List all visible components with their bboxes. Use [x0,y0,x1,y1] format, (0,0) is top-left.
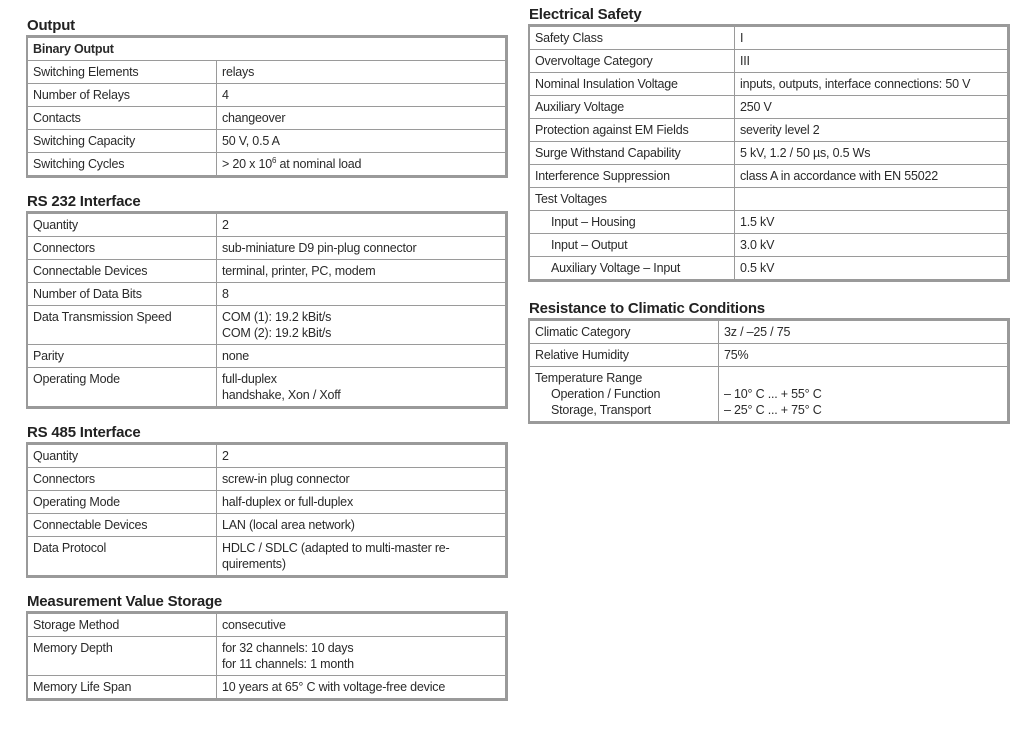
temp-sub-label: Operation / Function [551,387,661,401]
spec-key: Nominal Insulation Voltage [529,73,735,96]
table-row [529,119,1009,142]
spec-value [735,188,1009,211]
spec-value: changeover [217,107,507,130]
spec-key: Connectable Devices [27,260,217,283]
climate-table [528,318,1010,424]
spec-value: LAN (local area network) [217,514,507,537]
output-section [26,16,508,178]
spec-value: consecutive [217,613,507,637]
table-row [27,153,507,177]
spec-value: 2 [217,444,507,468]
table-row [529,344,1009,367]
table-row [27,260,507,283]
table-row [27,37,507,61]
output-table [26,35,508,178]
table-row [27,237,507,260]
rs232-section [26,192,508,409]
temp-range-label: Temperature Range [535,371,643,385]
spec-key [529,367,719,423]
right-column [528,5,1010,424]
spec-value: 3.0 kV [735,234,1009,257]
spec-value: class A in accordance with EN 55022 [735,165,1009,188]
spec-value: 75% [719,344,1009,367]
table-row [27,345,507,368]
safety-table [528,24,1010,282]
spec-value: I [735,26,1009,50]
spec-key: Quantity [27,213,217,237]
table-row [529,320,1009,344]
storage-section [26,592,508,701]
spec-value: 50 V, 0.5 A [217,130,507,153]
spec-value: 5 kV, 1.2 / 50 µs, 0.5 Ws [735,142,1009,165]
table-row [27,514,507,537]
spec-key: Connectors [27,237,217,260]
climate-section [528,299,1010,424]
table-row [529,73,1009,96]
table-row [27,491,507,514]
spec-value: HDLC / SDLC (adapted to multi-master re- quirements) [222,541,450,571]
spec-value: sub-miniature D9 pin-plug connector [217,237,507,260]
spec-key: Test Voltages [529,188,735,211]
table-row [529,367,1009,423]
table-row [27,637,507,676]
section-title: Resistance to Climatic Conditions [529,300,765,317]
table-row [529,234,1009,257]
spec-key: Input – Output [529,234,735,257]
spec-key: Operating Mode [27,491,217,514]
spec-value: for 32 channels: 10 days for 11 channels: 1 month [217,637,507,676]
spec-key: Connectors [27,468,217,491]
spec-value: full-duplex handshake, Xon / Xoff [222,372,341,402]
section-title: RS 485 Interface [27,424,141,441]
spec-key: Overvoltage Category [529,50,735,73]
spec-value: severity level 2 [735,119,1009,142]
section-title: RS 232 Interface [27,193,141,210]
subheader: Binary Output [27,37,507,61]
spec-key: Climatic Category [529,320,719,344]
table-row [529,257,1009,281]
spec-value: terminal, printer, PC, modem [217,260,507,283]
table-row [27,213,507,237]
spec-value: 1.5 kV [735,211,1009,234]
spec-key: Number of Data Bits [27,283,217,306]
table-row [529,50,1009,73]
section-title: Output [27,17,75,34]
spec-key: Switching Elements [27,61,217,84]
spec-key: Safety Class [529,26,735,50]
table-row [27,283,507,306]
spec-value: 4 [217,84,507,107]
spec-value: 3z / –25 / 75 [719,320,1009,344]
spec-key: Protection against EM Fields [529,119,735,142]
spec-value: half-duplex or full-duplex [217,491,507,514]
spec-value: 10 years at 65° C with voltage-free device [222,680,446,694]
table-row [27,306,507,345]
spec-key: Quantity [27,444,217,468]
table-row [529,188,1009,211]
spec-key: Auxiliary Voltage – Input [529,257,735,281]
cycles-exponent: 6 [271,155,277,165]
spec-value: 250 V [735,96,1009,119]
temp-sub-value: – 25° C ... + 75° C [724,403,822,417]
spec-key: Surge Withstand Capability [529,142,735,165]
spec-value: 0.5 kV [740,261,775,275]
cycles-post: at nominal load [276,157,362,171]
temp-sub-value: – 10° C ... + 55° C [724,387,822,401]
spec-value: inputs, outputs, interface connections: 50 V [735,73,1009,96]
table-row [27,107,507,130]
table-row [27,537,507,577]
spec-key: Switching Cycles [27,153,217,177]
spec-key: Switching Capacity [27,130,217,153]
spec-value [719,367,1009,423]
rs485-section [26,423,508,578]
rs485-table [26,442,508,578]
spec-key: Memory Depth [27,637,217,676]
safety-section [528,5,1010,282]
spec-key: Relative Humidity [529,344,719,367]
table-row [529,26,1009,50]
section-title: Measurement Value Storage [27,593,223,610]
table-row [27,61,507,84]
section-title: Electrical Safety [529,6,642,23]
spec-key: Auxiliary Voltage [529,96,735,119]
spec-value: 2 [217,213,507,237]
spec-value [217,153,507,177]
spec-key: Data Transmission Speed [27,306,217,345]
spec-value: III [735,50,1009,73]
storage-table [26,611,508,701]
left-column [26,16,508,701]
spec-key: Interference Suppression [529,165,735,188]
table-row [27,84,507,107]
temp-sub-label: Storage, Transport [551,403,651,417]
table-row [27,468,507,491]
table-row [529,96,1009,119]
spec-key: Memory Life Span [27,676,217,700]
table-row [27,130,507,153]
table-row [27,676,507,700]
spec-key: Operating Mode [27,368,217,408]
table-row [27,368,507,408]
spec-key: Parity [27,345,217,368]
table-row [529,142,1009,165]
spec-key: Input – Housing [529,211,735,234]
table-row [529,211,1009,234]
spec-key: Number of Relays [27,84,217,107]
spec-value: relays [217,61,507,84]
spec-value: 8 [217,283,507,306]
cycles-pre: > 20 x 10 [222,157,272,171]
spec-value: none [217,345,507,368]
table-row [529,165,1009,188]
spec-key: Storage Method [27,613,217,637]
rs232-table [26,211,508,409]
table-row [27,444,507,468]
table-row [27,613,507,637]
spec-key: Connectable Devices [27,514,217,537]
spec-value: COM (1): 19.2 kBit/s COM (2): 19.2 kBit/s [217,306,507,345]
spec-value: screw-in plug connector [217,468,507,491]
spec-key: Contacts [27,107,217,130]
spec-key: Data Protocol [27,537,217,577]
